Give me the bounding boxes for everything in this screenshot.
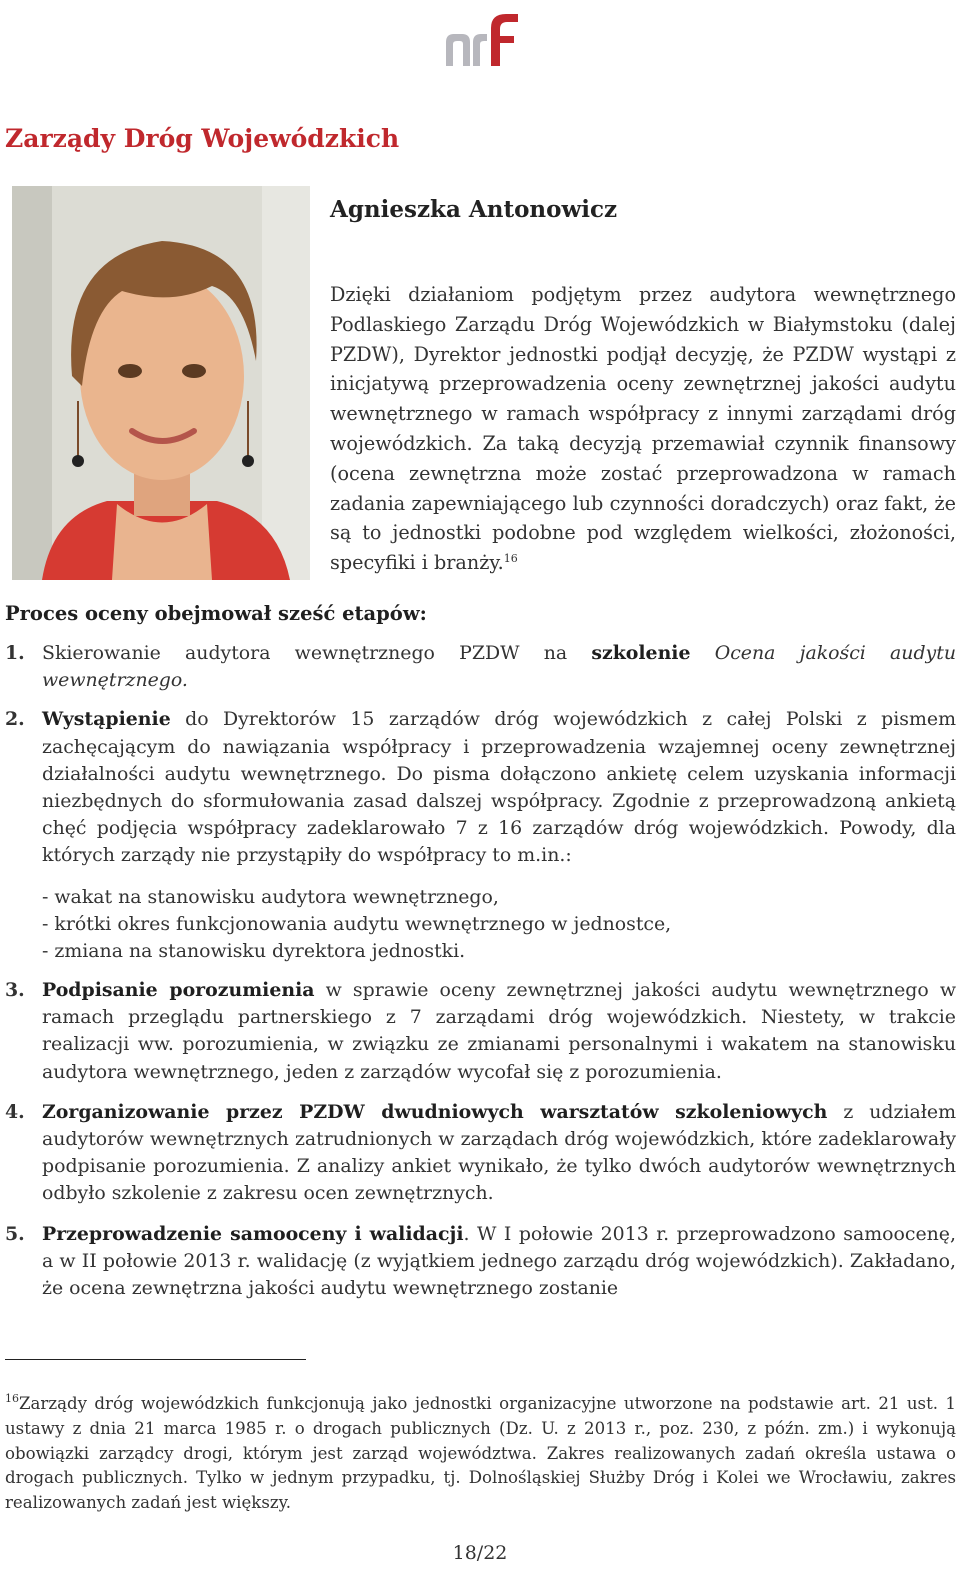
step-text xyxy=(691,642,715,664)
step-bold: Wystąpienie xyxy=(42,708,171,731)
step-number: 4. xyxy=(5,1100,25,1123)
step-item xyxy=(5,1099,956,1208)
footnote-divider xyxy=(5,1359,306,1360)
process-heading: Proces oceny obejmował sześć etapów: xyxy=(5,602,427,625)
page-number: 18/22 xyxy=(452,1542,508,1564)
step-bold: szkolenie xyxy=(591,642,691,664)
steps-list xyxy=(5,640,956,870)
step-text: z udziałem audytorów wewnętrznych zatrudnionych w zarządach dróg wojewódzkich, które zadeklarowały podpisanie porozumienia. Z analizy ankiet wynikało, że tylko dwóch audytorów wewnętrznych odbyło szkolenie z zakresu ocen zewnętrznych. xyxy=(42,1100,956,1205)
step-item xyxy=(5,977,956,1086)
step-item xyxy=(5,1221,956,1303)
step-bold: Przeprowadzenie samooceny i walidacji xyxy=(42,1222,464,1245)
intro-text: Dzięki działaniom podjętym przez audytora wewnętrznego Podlaskiego Zarządu Dróg Wojewódzkich w Białymstoku (dalej PZDW), Dyrektor jednostki podjął decyzję, że PZDW wystąpi z inicjatywą przeprowadzenia oceny zewnętrznej jakości audytu wewnętrznego w ramach współpracy z innymi zarządami dróg wojewódzkich. Za taką decyzją przemawiał czynnik finansowy (ocena zewnętrzna może zostać przeprowadzona w ramach zadania zapewniającego lub czynności doradczych) oraz fakt, że są to jednostki podobne pod względem wielkości, złożoności, specyfiki i branży. xyxy=(330,283,956,575)
section-title: Zarządy Dróg Wojewódzkich xyxy=(5,124,400,153)
steps-list-continued xyxy=(5,977,956,1302)
step-number: 1. xyxy=(5,642,25,664)
step-bold: Podpisanie porozumienia xyxy=(42,979,315,1001)
step-number: 2. xyxy=(5,708,25,731)
step-text: w sprawie oceny zewnętrznej jakości audytu wewnętrznego w ramach przeglądu partnerskiego z 7 zarządami dróg wojewódzkich. Niestety, w trakcie realizacji ww. porozumienia, w związku ze zmianami personalnymi i wakatem na stanowisku audytora wewnętrznego, jeden z zarządów wycofał się z porozumienia. xyxy=(42,979,956,1083)
step-bold: Zorganizowanie przez PZDW dwudniowych warsztatów szkoleniowych xyxy=(42,1100,828,1123)
footnote xyxy=(5,1392,956,1516)
footnote-number: 16 xyxy=(5,1392,19,1405)
step-number: 3. xyxy=(5,979,25,1001)
list-item: - krótki okres funkcjonowania audytu wewnętrznego w jednostce, xyxy=(42,913,672,935)
list-item: - wakat na stanowisku audytora wewnętrznego, xyxy=(42,886,499,908)
step-text: . W I połowie 2013 r. przeprowadzono samoocenę, a w II połowie 2013 r. walidację (z wyjątkiem jednego zarządu dróg wojewódzkich). Zakładano, że ocena zewnętrzna jakości audytu wewnętrznego zostanie xyxy=(42,1222,956,1300)
step-item xyxy=(5,640,956,694)
footnote-ref: 16 xyxy=(503,552,518,566)
intro-paragraph xyxy=(330,280,956,578)
step-item xyxy=(5,706,956,869)
step-number: 5. xyxy=(5,1222,25,1245)
step-text: do Dyrektorów 15 zarządów dróg wojewódzkich z całej Polski z pismem zachęcającym do nawiązania współpracy i przeprowadzenia wzajemnej oceny zewnętrznej działalności audytu wewnętrznego. Do pisma dołączono ankietę celem uzyskania informacji niezbędnych do sformułowania zasad dalszej współpracy. Zgodnie z przeprowadzoną ankietą chęć podjęcia współpracy zadeklarowało 7 z 16 zarządów dróg wojewódzkich. Powody, dla których zarządy nie przystąpiły do współpracy to m.in.: xyxy=(42,708,956,867)
footnote-text: Zarządy dróg wojewódzkich funkcjonują jako jednostki organizacyjne utworzone na podstawie art. 21 ust. 1 ustawy z dnia 21 marca 1985 r. o drogach publicznych (Dz. U. z 2013 r., poz. 230, z późn. zm.) i wykonują obowiązki zarządcy drogi, którym jest zarząd województwa. Zakres realizowanych zadań określa ustawa o drogach publicznych. Tylko w jednym przypadku, tj. Dolnośląskiej Służby Dróg i Kolei we Wrocławiu, zakres realizowanych zadań jest większy. xyxy=(5,1394,956,1513)
step-italic: Ocena jakości audytu wewnętrznego. xyxy=(42,642,956,692)
list-item: - zmiana na stanowisku dyrektora jednostki. xyxy=(42,940,466,962)
reasons-list xyxy=(42,884,942,965)
person-name: Agnieszka Antonowicz xyxy=(330,196,618,223)
portrait-photo xyxy=(12,186,310,580)
mf-logo xyxy=(444,12,522,68)
step-text: Skierowanie audytora wewnętrznego PZDW na xyxy=(42,642,592,664)
